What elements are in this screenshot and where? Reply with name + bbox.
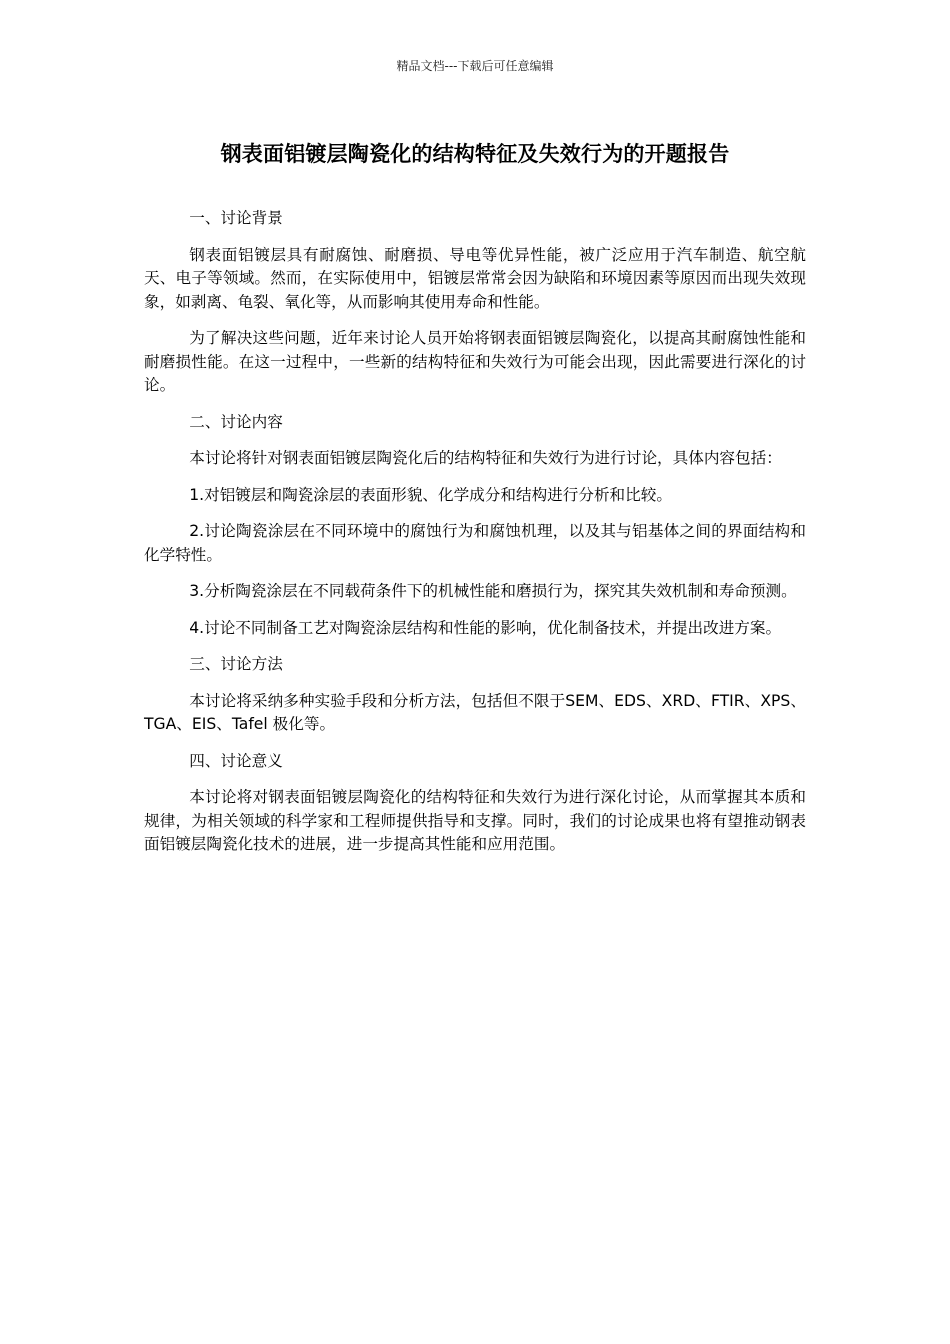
content-item-3: 3.分析陶瓷涂层在不同载荷条件下的机械性能和磨损行为，探究其失效机制和寿命预测。 — [189, 582, 797, 600]
paragraph-background-1: 钢表面铝镀层具有耐腐蚀、耐磨损、导电等优异性能，被广泛应用于汽车制造、航空航天、电子等领域。然而，在实际使用中，铝镀层常常会因为缺陷和环境因素等原因而出现失效现象，如剥离、龟裂、氧化等，从而影响其使用寿命和性能。 — [144, 245, 806, 311]
section-heading-content: 二、讨论内容 — [189, 412, 283, 431]
section-heading-method: 三、讨论方法 — [189, 655, 283, 673]
paragraph-background-2: 为了解决这些问题，近年来讨论人员开始将钢表面铝镀层陶瓷化，以提高其耐腐蚀性能和耐磨损性能。在这一过程中，一些新的结构特征和失效行为可能会出现，因此需要进行深化的讨论。 — [144, 329, 806, 394]
section-heading-significance: 四、讨论意义 — [189, 751, 283, 770]
content-item-4: 4.讨论不同制备工艺对陶瓷涂层结构和性能的影响，优化制备技术，并提出改进方案。 — [189, 618, 782, 637]
content-item-1: 1.对铝镀层和陶瓷涂层的表面形貌、化学成分和结构进行分析和比较。 — [189, 485, 672, 504]
paragraph-method: 本讨论将采纳多种实验手段和分析方法，包括但不限于SEM、EDS、XRD、FTIR、XPS、TGA、EIS、Tafel 极化等。 — [144, 691, 806, 733]
document-body — [144, 207, 806, 857]
document-title: 钢表面铝镀层陶瓷化的结构特征及失效行为的开题报告 — [220, 142, 730, 166]
paragraph-content-intro: 本讨论将针对钢表面铝镀层陶瓷化后的结构特征和失效行为进行讨论，具体内容包括： — [189, 449, 782, 467]
content-item-2: 2.讨论陶瓷涂层在不同环境中的腐蚀行为和腐蚀机理，以及其与铝基体之间的界面结构和化学特性。 — [144, 522, 806, 564]
section-heading-background: 一、讨论背景 — [189, 209, 283, 227]
header-note: 精品文档---下载后可任意编辑 — [396, 59, 554, 73]
paragraph-significance: 本讨论将对钢表面铝镀层陶瓷化的结构特征和失效行为进行深化讨论，从而掌握其本质和规律，为相关领域的科学家和工程师提供指导和支撑。同时，我们的讨论成果也将有望推动钢表面铝镀层陶瓷化技术的进展，进一步提高其性能和应用范围。 — [144, 788, 806, 853]
